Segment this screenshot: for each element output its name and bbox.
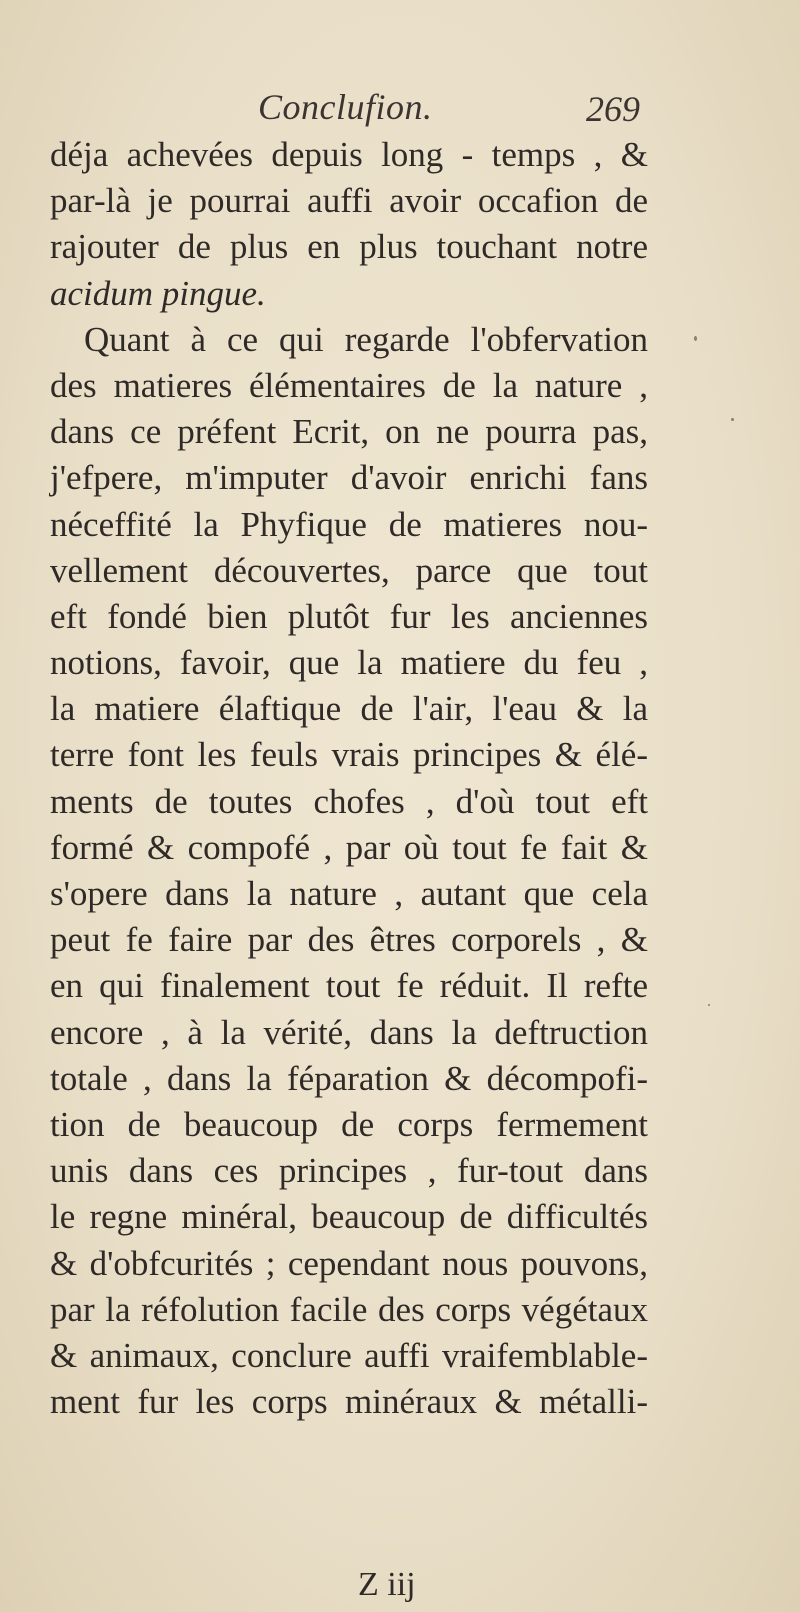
text-line: formé & compofé , par où tout fe fait &: [50, 827, 648, 867]
text-line: rajouter de plus en plus touchant notre: [50, 227, 648, 267]
text-line: totale , dans la féparation & décompofi-: [50, 1058, 648, 1098]
text-line: des matieres élémentaires de la nature ,: [50, 365, 648, 405]
paper-speck: [731, 418, 734, 421]
text-line: acidum pingue.: [50, 273, 266, 313]
signature-mark: Z iij: [358, 1566, 416, 1603]
running-head: Conclufion.: [258, 87, 433, 127]
text-line: tion de beaucoup de corps fermement: [50, 1104, 648, 1144]
text-line: encore , à la vérité, dans la deftruction: [50, 1012, 648, 1052]
text-line: Quant à ce qui regarde l'obfervation: [84, 319, 648, 359]
text-line: notions, favoir, que la matiere du feu ,: [50, 643, 648, 683]
paper-speck: [694, 336, 697, 341]
text-line: vellement découvertes, parce que tout: [50, 550, 648, 590]
text-line: la matiere élaftique de l'air, l'eau & la: [50, 689, 648, 729]
text-line: s'opere dans la nature , autant que cela: [50, 874, 648, 913]
text-line: ment fur les corps minéraux & métalli-: [50, 1382, 648, 1422]
text-line: unis dans ces principes , fur-tout dans: [50, 1151, 648, 1191]
text-line: en qui finalement tout fe réduit. Il refte: [50, 966, 648, 1006]
text-line: peut fe faire par des êtres corporels , &: [50, 920, 648, 960]
text-line: déja achevées depuis long - temps , &: [50, 135, 648, 174]
text-line: par la réfolution facile des corps végétaux: [50, 1289, 648, 1329]
text-line: ments de toutes chofes , d'où tout eft: [50, 781, 648, 821]
text-line: & d'obfcurités ; cependant nous pouvons,: [50, 1243, 648, 1283]
text-line: & animaux, conclure auffi vraifemblable-: [50, 1335, 648, 1375]
text-line: j'efpere, m'imputer d'avoir enrichi fans: [50, 458, 648, 498]
paper-speck: [708, 1004, 710, 1006]
text-line: néceffité la Phyfique de matieres nou-: [50, 504, 648, 544]
body-text: [50, 132, 648, 1425]
text-line: par-là je pourrai auffi avoir occafion de: [50, 181, 648, 221]
text-line: dans ce préfent Ecrit, on ne pourra pas,: [50, 412, 648, 452]
page-number: 269: [586, 89, 640, 129]
text-line: eft fondé bien plutôt fur les anciennes: [50, 596, 648, 636]
page-header: [0, 86, 800, 130]
text-line: terre font les feuls vrais principes & élé-: [50, 735, 648, 775]
text-line: le regne minéral, beaucoup de difficultés: [50, 1197, 648, 1237]
